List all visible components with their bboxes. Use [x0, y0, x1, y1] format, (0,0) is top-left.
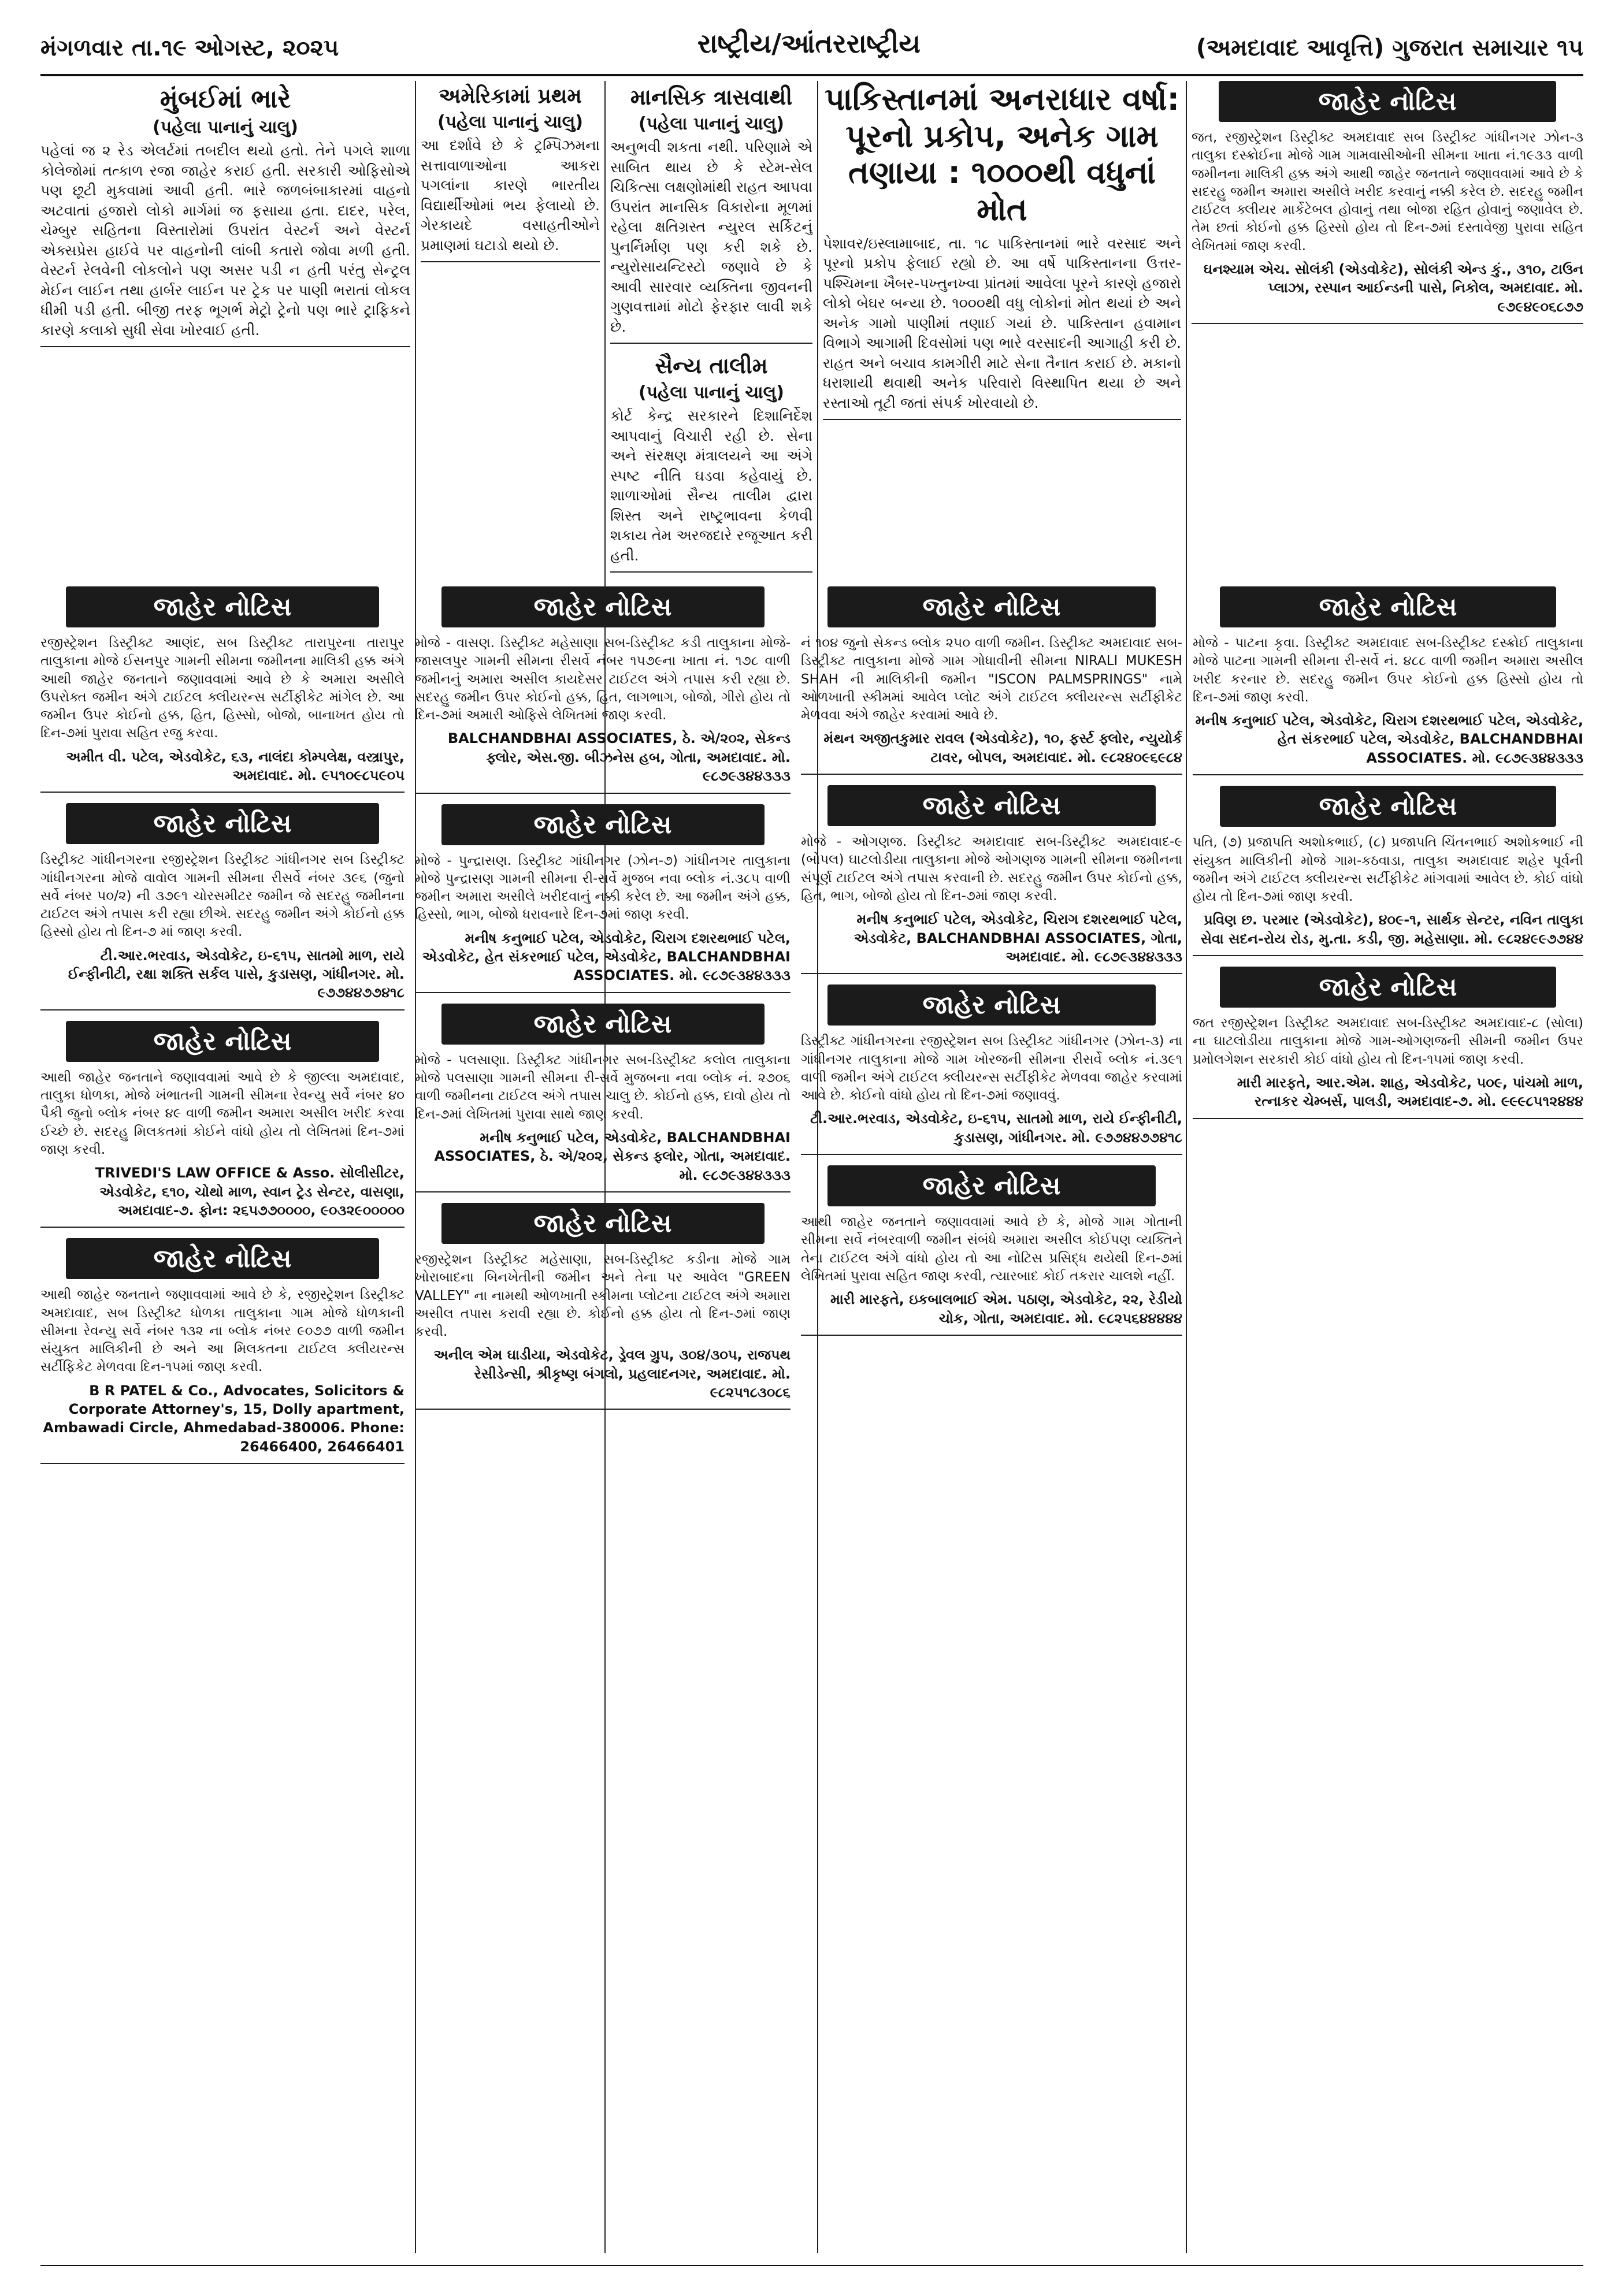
notice-body: ડિસ્ટ્રીક્ટ ગાંધીનગરના રજીસ્ટ્રેશન ડિસ્ટ્રીક્ટ ગાંધીનગર સબ ડિસ્ટ્રીક્ટ ગાંધીનગરના મોજે વાવોલ ગામની સીમના રીસર્વે નંબર ૩૯૬ (જુનો સર્વે નંબર ૫૦/૨) ની ૩૭૯૧ ચોરસમીટર જમીન જે સદરહુ જમીનના ટાઈટલ અંગે તપાસ કરી રહ્યા છીએ. સદરહુ જમીન અંગે કોઈનો હક્ક હિસ્સો હોય તો દિન-૭ માં જાણ કરવી. [40, 852, 404, 940]
issue-date: મંગળવાર તા.૧૯ ઓગસ્ટ, ૨૦૨૫ [40, 35, 339, 61]
article-army-sub: (પહેલા પાનાનું ચાલુ) [638, 382, 785, 403]
notices-column-1 [40, 586, 404, 2256]
notices-grid [40, 586, 1583, 2256]
notice-signature: મનીષ કનુભાઈ પટેલ, એડવોકેટ, ચિરાગ દશરથભાઈ પટેલ, એડવોકેટ, BALCHANDBHAI ASSOCIATES, ગોતા, અમદાવાદ. મો. ૯૮૭૯૩૪૪૩૩૩ [853, 911, 1182, 965]
article-army-body: કોર્ટ કેન્દ્ર સરકારને દિશાનિર્દેશ આપવાનું વિચારી રહી છે. સેના અને સંરક્ષણ મંત્રાલયને આ અંગે સ્પષ્ટ નીતિ ઘડવા કહેવાયું છે. શાળાઓમાં સૈન્ય તાલીમ દ્વારા શિસ્ત અને રાષ્ટ્રભાવના કેળવી શકાય તેમ અરજદારે રજૂઆત કરી હતી. [610, 407, 812, 564]
notice-title: જાહેર નોટિસ [827, 785, 1156, 826]
article-tragedy-body: અનુભવી શકતા નથી. પરિણામે એ સાબિત થાય છે કે સ્ટેમ-સેલ ચિકિત્સા લક્ષણોમાંથી રાહત આપવા ઉપરાંત માનસિક વિકારોના મૂળમાં રહેલા ક્ષતિગ્રસ્ત ન્યુરલ સર્કિટનું પુનર્નિર્માણ પણ કરી શકે છે. ન્યુરોસાયન્ટિસ્ટો જણાવે છે કે આવી સારવાર વ્યક્તિના જીવનની ગુણવત્તામાં મોટો ફેરફાર લાવી શકે છે. [610, 139, 812, 335]
section-title: રાષ્ટ્રીય/આંતરરાષ્ટ્રીય [697, 28, 921, 59]
notice-title: જાહેર નોટિસ [66, 1238, 379, 1279]
notice-signature: મનીષ કનુભાઈ પટેલ, એડવોકેટ, ચિરાગ દશરથભાઈ પટેલ, એડવોકેટ, હેત સંકરભાઈ પટેલ, એડવોકેટ, BALCHANDBHAI ASSOCIATES. મો. ૯૮૭૯૩૪૪૩૩૩ [422, 930, 791, 984]
notice-title: જાહેર નોટિસ [441, 586, 765, 627]
notice-title: જાહેર નોટિસ [1220, 586, 1556, 627]
notice-title: જાહેર નોટિસ [441, 1004, 765, 1045]
notices-column-2 [415, 586, 791, 2256]
paper-name: ગુજરાત સમાચાર [1392, 35, 1549, 61]
article-america-sub: (પહેલા પાનાનું ચાલુ) [437, 112, 584, 132]
notice-signature: ટી.આર.ભરવાડ, એડવોકેટ, ઇ-૬૧૫, સાતમો માળ, રાયે ઈન્ફીનીટી, રક્ષા શક્તિ સર્કલ પાસે, કુડાસણ, ગાંધીનગર. મો. ૯૭૭૪૪૭૭૪૧૮ [68, 947, 404, 1001]
notice-body: જત રજીસ્ટ્રેશન ડિસ્ટ્રીક્ટ અમદાવાદ સબ-ડિસ્ટ્રીક્ટ અમદાવાદ-૮ (સોલા) ના ઘાટલોડીયા તાલુકાના મોજે ગામ-ઓગણજની સીમની જમીન ઉપર પ્રમોલગેશન સરકારી કોઈ વાંધો હોય તો દિન-૧૫માં જાણ કરવી. [1193, 1016, 1583, 1067]
notice-signature: અનીલ એમ ઘાડીયા, એડવોકેટ, ડ્રેવલ ગ્રુપ, ૩૦૪/૩૦૫, રાજપથ રેસીડેન્સી, શ્રીકૃષ્ણ બંગલો, પ્રહલાદનગર, અમદાવાદ. મો. ૯૮૨૫૧૮૩૦૮૬ [433, 1347, 791, 1401]
article-mumbai-body: પહેલાં જ ૨ રેડ એલર્ટમાં તબદીલ થયો હતો. તેને પગલે શાળા કોલેજોમાં તત્કાળ રજા જાહેર કરાઈ હતી. સરકારી ઓફિસોએ પણ છૂટી મુકવામાં આવી હતી. ભારે જળબંબાકારમાં વાહનો અટવાતાં હજારો લોકો માર્ગમાં જ ફસાયા હતા. દાદર, પરેલ, ચેમ્બુર સહિતના વિસ્તારોમાં ઉપરાંત વેસ્ટર્ન અને વેસ્ટર્ન એક્સપ્રેસ હાઈવે પર વાહનોની લાંબી કતારો જોવા મળી હતી. વેસ્ટર્ન રેલવેની લોકલોને પણ અસર પડી ન હતી પરંતુ સેન્ટ્રલ મેઈન લાઈન તથા હાર્બર લાઈન પર ટ્રેક પર પાણી ભરાતાં લોકલ ધીમી પડી હતી. બીજી તરફ ભૂગર્ભ મેટ્રો ટ્રેનો પણ ભારે ટ્રાફિકને કારણે કલાકો સુધી સેવા ખોરવાઈ હતી. [40, 142, 410, 339]
notice-title: જાહેર નોટિસ [66, 803, 379, 844]
article-mumbai [40, 84, 410, 347]
notice-title: જાહેર નોટિસ [827, 586, 1156, 627]
notice [415, 1203, 791, 1410]
notice [415, 804, 791, 993]
notice-title: જાહેર નોટિસ [1219, 81, 1556, 122]
notice [1193, 967, 1583, 1119]
article-tragedy-title: માનસિક ત્રાસવાથી [630, 84, 793, 110]
article-pakistan [823, 81, 1181, 420]
column-5-top [1192, 81, 1583, 584]
notice-title: જાહેર નોટિસ [441, 804, 765, 845]
notice [415, 586, 791, 794]
notice-body: નં ૧૦૪ જુનો સેકન્ડ બ્લોક ૨૫૦ વાળી જમીન. ડિસ્ટ્રીક્ટ અમદાવાદ સબ-ડિસ્ટ્રીક્ટ તાલુકાના મોજે ગામ ગોધાવીની સીમના NIRALI MUKESH SHAH ની માલિકીની જમીન "ISCON PALMSPRINGS" નામે ઓળખાતી સ્કીમમાં આવેલ પ્લોટ અંગે ટાઈટલ ક્લીયરન્સ સર્ટીફીકેટ મેળવવા અંગે જાહેર કરવામાં આવે છે. [801, 636, 1182, 723]
notice-body: મોજે - પાટના કૃવા. ડિસ્ટ્રીક્ટ અમદાવાદ સબ-ડિસ્ટ્રીક્ટ દસ્ક્રોઈ તાલુકાના મોજે પાટના ગામની સીમના રી-સર્વે નં. ૪૮૮ વાળી જમીન અમારા અસીલ ખરીદ કરનાર છે. સદરહુ જમીન ઉપર કોઈનો હક્ક હિસ્સો હોય તો દિન-૭માં જાણ કરવી. [1193, 636, 1583, 705]
notice-signature: BALCHANDBHAI ASSOCIATES, ઠે. એ/૨૦૨, સેકન્ડ ફ્લોર, એસ.જી. બીઝનેસ હબ, ગોતા, અમદાવાદ. મો. ૯૮૭૯૩૪૪૩૩૩ [447, 730, 791, 785]
notice [1193, 786, 1583, 956]
notice-signature: મનીષ કનુભાઈ પટેલ, એડવોકેટ, ચિરાગ દશરથભાઈ પટેલ, એડવોકેટ, હેત સંકરભાઈ પટેલ, એડવોકેટ, BALCHANDBHAI ASSOCIATES. મો. ૯૮૭૯૩૪૪૩૩૩ [1195, 712, 1583, 766]
notice-body: મોજે - પુન્દ્રાસણ. ડિસ્ટ્રીક્ટ ગાંધીનગર (ઝોન-૭) ગાંધીનગર તાલુકાના મોજે પુન્દ્રાસણ ગામની સીમના રી-સર્વે મુજબ નવા બ્લોક નં.૩૮૫ વાળી જમીન અમારા અસીલે ખરીદવાનું નક્કી કરેલ છે. આ જમીન અંગે હક્ક, હિસ્સો, ભાગ, બોજો ધરાવનારે દિન-૭માં જાણ કરવી. [415, 853, 791, 923]
article-army-title: સૈન્ય તાલીમ [655, 353, 768, 378]
notice-signature: પ્રવિણ છ. પરમાર (એડવોકેટ), ૪૦૯-૧, સાર્થક સેન્ટર, નવિન તાલુકા સેવા સદન-રોય રોડ, મુ.તા. કડી, જી. મહેસાણા. મો. ૯૮૨૪૯૯૭૭૪૪ [1200, 912, 1583, 947]
notice-body: ડિસ્ટ્રીક્ટ ગાંધીનગરના રજીસ્ટ્રેશન સબ ડિસ્ટ્રીક્ટ ગાંધીનગર (ઝોન-૩) ના ગાંધીનગર તાલુકાના મોજે ગામ ખોરજની સીમના રીસર્વે બ્લોક નં.૩૯૧ વાળી જમીન અંગે ટાઈટલ ક્લીયરન્સ સર્ટીફીકેટ મેળવવા જાહેર કરવામાં આવે છે. કોઈનો વાંધો હોય તો દિન-૭માં જણાવવું. [801, 1034, 1182, 1104]
notice-body: મોજે - વાસણ. ડિસ્ટ્રીક્ટ મહેસાણા સબ-ડિસ્ટ્રીક્ટ કડી તાલુકાના મોજે-જાસલપુર ગામની સીમના રીસર્વે નંબર ૧૫૭૯ના ખાતા નં. ૧૭૮ વાળી જમીનનું અમારા અસીલ કાયદેસર ટાઈટલ અંગે તપાસ કરી રહ્યા છે. સદરહુ જમીન ઉપર કોઈનો હક્ક, હિત, લાગભાગ, બોજો, ગીરો હોય તો દિન-૭માં અમારી ઓફિસે લેખિતમાં જાણ કરવી. [415, 636, 791, 723]
article-america-title: અમેરિકામાં પ્રથમ [439, 84, 582, 108]
notice-body: પતિ, (૭) પ્રજાપતિ અશોકભાઈ, (૮) પ્રજાપતિ ચિંતનભાઈ અશોકભાઈ ની સંયુક્ત માલિકીની મોજે ગામ-કઠવાડા, તાલુકા અમદાવાદ શહેર પૂર્વની જમીન અંગે ટાઈટલ ક્લીયરન્સ સર્ટીફીકેટ માંગવામાં આવેલ છે. કોઈ વાંધો હોય તો દિન-૭માં જાણ કરવી. [1193, 835, 1583, 905]
notice-top-right [1192, 81, 1583, 324]
notice-body: રજીસ્ટ્રેશન ડિસ્ટ્રીક્ટ મહેસાણા, સબ-ડિસ્ટ્રીક્ટ કડીના મોજે ગામ ખોરાબાદના બિનખેતીની જમીન અને તેના પર આવેલ "GREEN VALLEY" ના નામથી ઓળખાતી સ્કીમના પ્લોટના ટાઈટલ અંગે અમારા અસીલ તપાસ કરાવી રહ્યા છે. કોઈનો હક્ક હોય તો દિન-૭માં જાણ કરવી. [415, 1251, 791, 1340]
notice [801, 586, 1182, 775]
edition-label: (અમદાવાદ આવૃત્તિ) [1196, 35, 1385, 61]
notice-body: મોજે - પલસાણા. ડિસ્ટ્રીક્ટ ગાંધીનગર સબ-ડિસ્ટ્રીક્ટ કલોલ તાલુકાના મોજે પલસાણા ગામની સીમના રી-સર્વે મુજબના નવા બ્લોક નં. ૨૭૦૬ વાળી જમીનના ટાઈટલ અંગે તપાસ ચાલુ છે. કોઈનો હક્ક, દાવો હોય તો દિન-૭માં લેખિતમાં પુરાવા સાથે જાણ કરવી. [415, 1052, 791, 1122]
article-army [610, 353, 812, 573]
notice [415, 1004, 791, 1192]
notice [801, 1165, 1182, 1336]
notice-body: મોજે - ઓગણજ. ડિસ્ટ્રીક્ટ અમદાવાદ સબ-ડિસ્ટ્રીક્ટ અમદાવાદ-૯ (બોપલ) ઘાટલોડીયા તાલુકાના મોજે ઓગણજ ગામની સીમના જમીનના સંપૂર્ણ ટાઈટલ અંગે તપાસ કરવાની છે. સદરહુ જમીન ઉપર કોઈનો હક્ક, હિત, ભાગ, બોજો હોય તો દિન-૭માં જાણ કરવી. [801, 834, 1182, 904]
page-header [40, 23, 1583, 76]
notice-title: જાહેર નોટિસ [827, 984, 1156, 1026]
notice [40, 803, 404, 1010]
notice-body: આથી જાહેર જનતાને જણાવવામાં આવે છે કે જીલ્લા અમદાવાદ, તાલુકા ધોળકા, મોજે ખંભાતની ગામની સીમના રેવન્યુ સર્વે નંબર ૪૦ પૈકી જુનો બ્લોક નંબર ૪૯ વાળી જમીન અમારા અસીલ ખરીદ કરવા ઈચ્છે છે. સદરહુ મિલકતમાં કોઈને વાંધો હોય તો લેખિતમાં દિન-૭માં જાણ કરવી. [40, 1069, 404, 1157]
article-america-body: આ દર્શાવે છે કે ટ્રમ્પિઝમના સત્તાવાળાઓના આકરા પગલાંના કારણે ભારતીય વિદ્યાર્થીઓમાં ભય ફેલાયો છે. ગેરકાયદે વસાહતીઓને પ્રમાણમાં ઘટાડો થયો છે. [421, 137, 600, 254]
article-mumbai-title: મુંબઈમાં ભારે [159, 84, 291, 114]
notice-title: જાહેર નોટિસ [66, 586, 379, 627]
article-america [421, 84, 600, 262]
notice [40, 1238, 404, 1464]
notice-signature: મારી મારફતે, આર.એમ. શાહ, એડવોકેટ, ૫૦૯, પાંચમો માળ, રત્નાકર ચેમ્બર્સ, પાલડી, અમદાવાદ-૭. મો. ૯૯૯૮૫૧૨૪૪૪ [1237, 1074, 1583, 1110]
article-pakistan-body: પેશાવર/ઇસ્લામાબાદ, તા. ૧૮ પાકિસ્તાનમાં ભારે વરસાદ અને પૂરનો પ્રકોપ ફેલાઈ રહ્યો છે. આ વર્ષે પાકિસ્તાનના ઉત્તર-પશ્ચિમના ખૈબર-પખ્તુનખ્વા પ્રાંતમાં આવેલા પૂરને કારણે હજારો લોકો બેઘર બન્યા છે. ૧૦૦૦થી વધુ લોકોનાં મોત થયાં છે અને અનેક ગામો પાણીમાં તણાઈ ગયાં છે. પાકિસ્તાન હવામાન વિભાગે આગામી દિવસોમાં પણ ભારે વરસાદની આગાહી કરી છે. રાહત અને બચાવ કામગીરી માટે સેના તૈનાત કરાઈ છે. મકાનો ધરાશાયી થવાથી અનેક પરિવારો વિસ્થાપિત થયા છે અને રસ્તાઓ તૂટી જતાં સંપર્ક ખોરવાયો છે. [823, 235, 1181, 411]
notices-column-4 [1193, 586, 1583, 2256]
notice-signature: મનીષ કનુભાઈ પટેલ, એડવોકેટ, BALCHANDBHAI ASSOCIATES, ઠે. એ/૨૦૨, સેકન્ડ ફ્લોર, ગોતા, અમદાવાદ. મો. ૯૮૭૯૩૪૪૩૩૩ [434, 1129, 791, 1183]
notice-body: જત, રજીસ્ટ્રેશન ડિસ્ટ્રીક્ટ અમદાવાદ સબ ડિસ્ટ્રીક્ટ ગાંધીનગર ઝોન-૩ તાલુકા દસ્ક્રોઈના મોજે ગામ ગામવાસીઓની સીમના ખાતા નં.૧૯૩૩ વાળી જમીનના માલિકી હક્ક અંગે આથી જાહેર જનતાને જણાવવામાં આવે છે કે સદરહુ જમીન અમારા અસીલે ખરીદ કરવાનું નક્કી કરેલ છે. સદરહુ જમીન ટાઈટલ ક્લીયર માર્કેટેબલ હોવાનું તથા બોજા રહિત હોવાનું જણાવેલ છે. તેમ છતાં કોઈનો હક્ક હિસ્સો હોય તો દિન-૭માં દસ્તાવેજી પુરાવા સહિત લેખિતમાં જાણ કરવી. [1192, 130, 1583, 254]
notice [40, 586, 404, 793]
notice-title: જાહેર નોટિસ [1220, 786, 1556, 827]
page-number: ૧૫ [1557, 35, 1583, 61]
article-mumbai-sub: (પહેલા પાનાનું ચાલુ) [152, 117, 299, 138]
notice-title: જાહેર નોટિસ [1220, 967, 1556, 1008]
notice-signature: ઘનશ્યામ એચ. સોલંકી (એડવોકેટ), સોલંકી એન્ડ કું., ૩૧૦, ટાઉન પ્લાઝા, રસ્પાન આઈન્ડની પાસે, નિકોલ, અમદાવાદ. મો. ૯૭૯૪૯૦૬૮૭૭ [1203, 261, 1583, 315]
article-tragedy [610, 84, 812, 344]
notice-signature: અમીત વી. પટેલ, એડવોકેટ, ૬૩, નાલંદા કોમ્પલેક્ષ, વસ્ત્રાપુર, અમદાવાદ. મો. ૯૫૧૦૯૮૫૯૦૫ [66, 748, 404, 783]
notice-body: આથી જાહેર જનતાને જણાવવામાં આવે છે કે, મોજે ગામ ગોતાની સીમના સર્વે નંબરવાળી જમીન સંબંધે અમારા અસીલ કોઈપણ વ્યક્તિને તેના ટાઈટલ અંગે વાંધો હોય તો આ નોટિસ પ્રસિદ્ધ થયેથી દિન-૭માં લેખિતમાં પુરાવા સહિત જાણ કરવી, ત્યારબાદ કોઈ તકરાર ચાલશે નહીં. [801, 1214, 1182, 1284]
notice-signature: મારી મારફતે, ઇકબાલભાઈ એમ. પઠાણ, એડવોકેટ, ૨૨, રેડીયો ચોક, ગોતા, અમદાવાદ. મો. ૯૮૨૫૬૪૪૪૪૪ [830, 1291, 1182, 1327]
notice [801, 984, 1182, 1155]
notices-column-3 [801, 586, 1182, 2256]
notice-title: જાહેર નોટિસ [827, 1165, 1156, 1206]
notice [1193, 586, 1583, 775]
notice-signature: ટી.આર.ભરવાડ, એડવોકેટ, ઇ-૬૧૫, સાતમો માળ, રાયે ઈન્ફીનીટી, કુડાસણ, ગાંધીનગર. મો. ૯૭૭૪૪૭૭૪૧૮ [810, 1110, 1182, 1146]
notice-title: જાહેર નોટિસ [441, 1203, 765, 1244]
article-pakistan-headline: પાકિસ્તાનમાં અનરાધાર વર્ષા: પૂરનો પ્રકોપ, અનેક ગામ તણાયા : ૧૦૦૦થી વધુનાં મોત [824, 81, 1180, 228]
notice-body: આથી જાહેર જનતાને જણાવવામાં આવે છે કે, રજીસ્ટ્રેશન ડિસ્ટ્રીક્ટ અમદાવાદ, સબ ડિસ્ટ્રીક્ટ ધોળકા તાલુકાના ગામ મોજે ધોળકાની સીમના રેવન્યુ સર્વે નંબર ૧૩૨ ના બ્લોક નંબર ૯૦૭૭ વાળી જમીન સંયુક્ત માલિકીની છે અને આ મિલકતના ટાઈટલ ક્લીયરન્સ સર્ટીફિકેટ મેળવવા દિન-૧૫માં જાણ કરવી. [40, 1287, 404, 1375]
notice-title: જાહેર નોટિસ [66, 1021, 379, 1062]
masthead [1196, 35, 1583, 61]
notice-signature: મંથન અજીતકુમાર રાવલ (એડવોકેટ), ૧૦, ફર્સ્ટ ફ્લોર, ન્યુયોર્ક ટાવર, બોપલ, અમદાવાદ. મો. ૯૮૨૪૦૯૬૯૮૪ [823, 730, 1182, 766]
notice-signature: B R PATEL & Co., Advocates, Solicitors & Corporate Attorney's, 15, Dolly apartment, Ambawadi Circle, Ahmedabad-380006. Phone: 26466400, 26466401 [43, 1382, 404, 1455]
notice-signature: TRIVEDI'S LAW OFFICE & Asso. સોલીસીટર, એડવોકેટ, ૬૧૦, ચોથો માળ, સ્વાન ટ્રેડ સેન્ટર, વાસણા, અમદાવાદ-૭. ફોન: ૨૬૫૭૭૦૦૦૦, ૯૦૩૨૯૦૦૦૦૦ [95, 1165, 404, 1218]
notice-body: રજીસ્ટ્રેશન ડિસ્ટ્રીક્ટ આણંદ, સબ ડિસ્ટ્રીક્ટ તારાપુરના તારાપુર તાલુકાના મોજે ઈસનપુર ગામની સીમના જમીનના માલિકી હક્ક અંગે આથી જાહેર જનતાને જણાવવામાં આવે છે કે અમારા અસીલે ઉપરોક્ત જમીન અંગે ટાઈટલ ક્લીયરન્સ સર્ટીફીકેટ માંગેલ છે. આ જમીન ઉપર કોઈનો હક્ક, હિત, હિસ્સો, બોજો, બાનાખત હોય તો દિન-૭માં પુરાવા સહિત રજુ કરવા. [40, 636, 404, 741]
notice [40, 1021, 404, 1228]
article-tragedy-sub: (પહેલા પાનાનું ચાલુ) [638, 114, 785, 134]
page-footer [40, 2265, 1583, 2283]
notice [801, 785, 1182, 974]
